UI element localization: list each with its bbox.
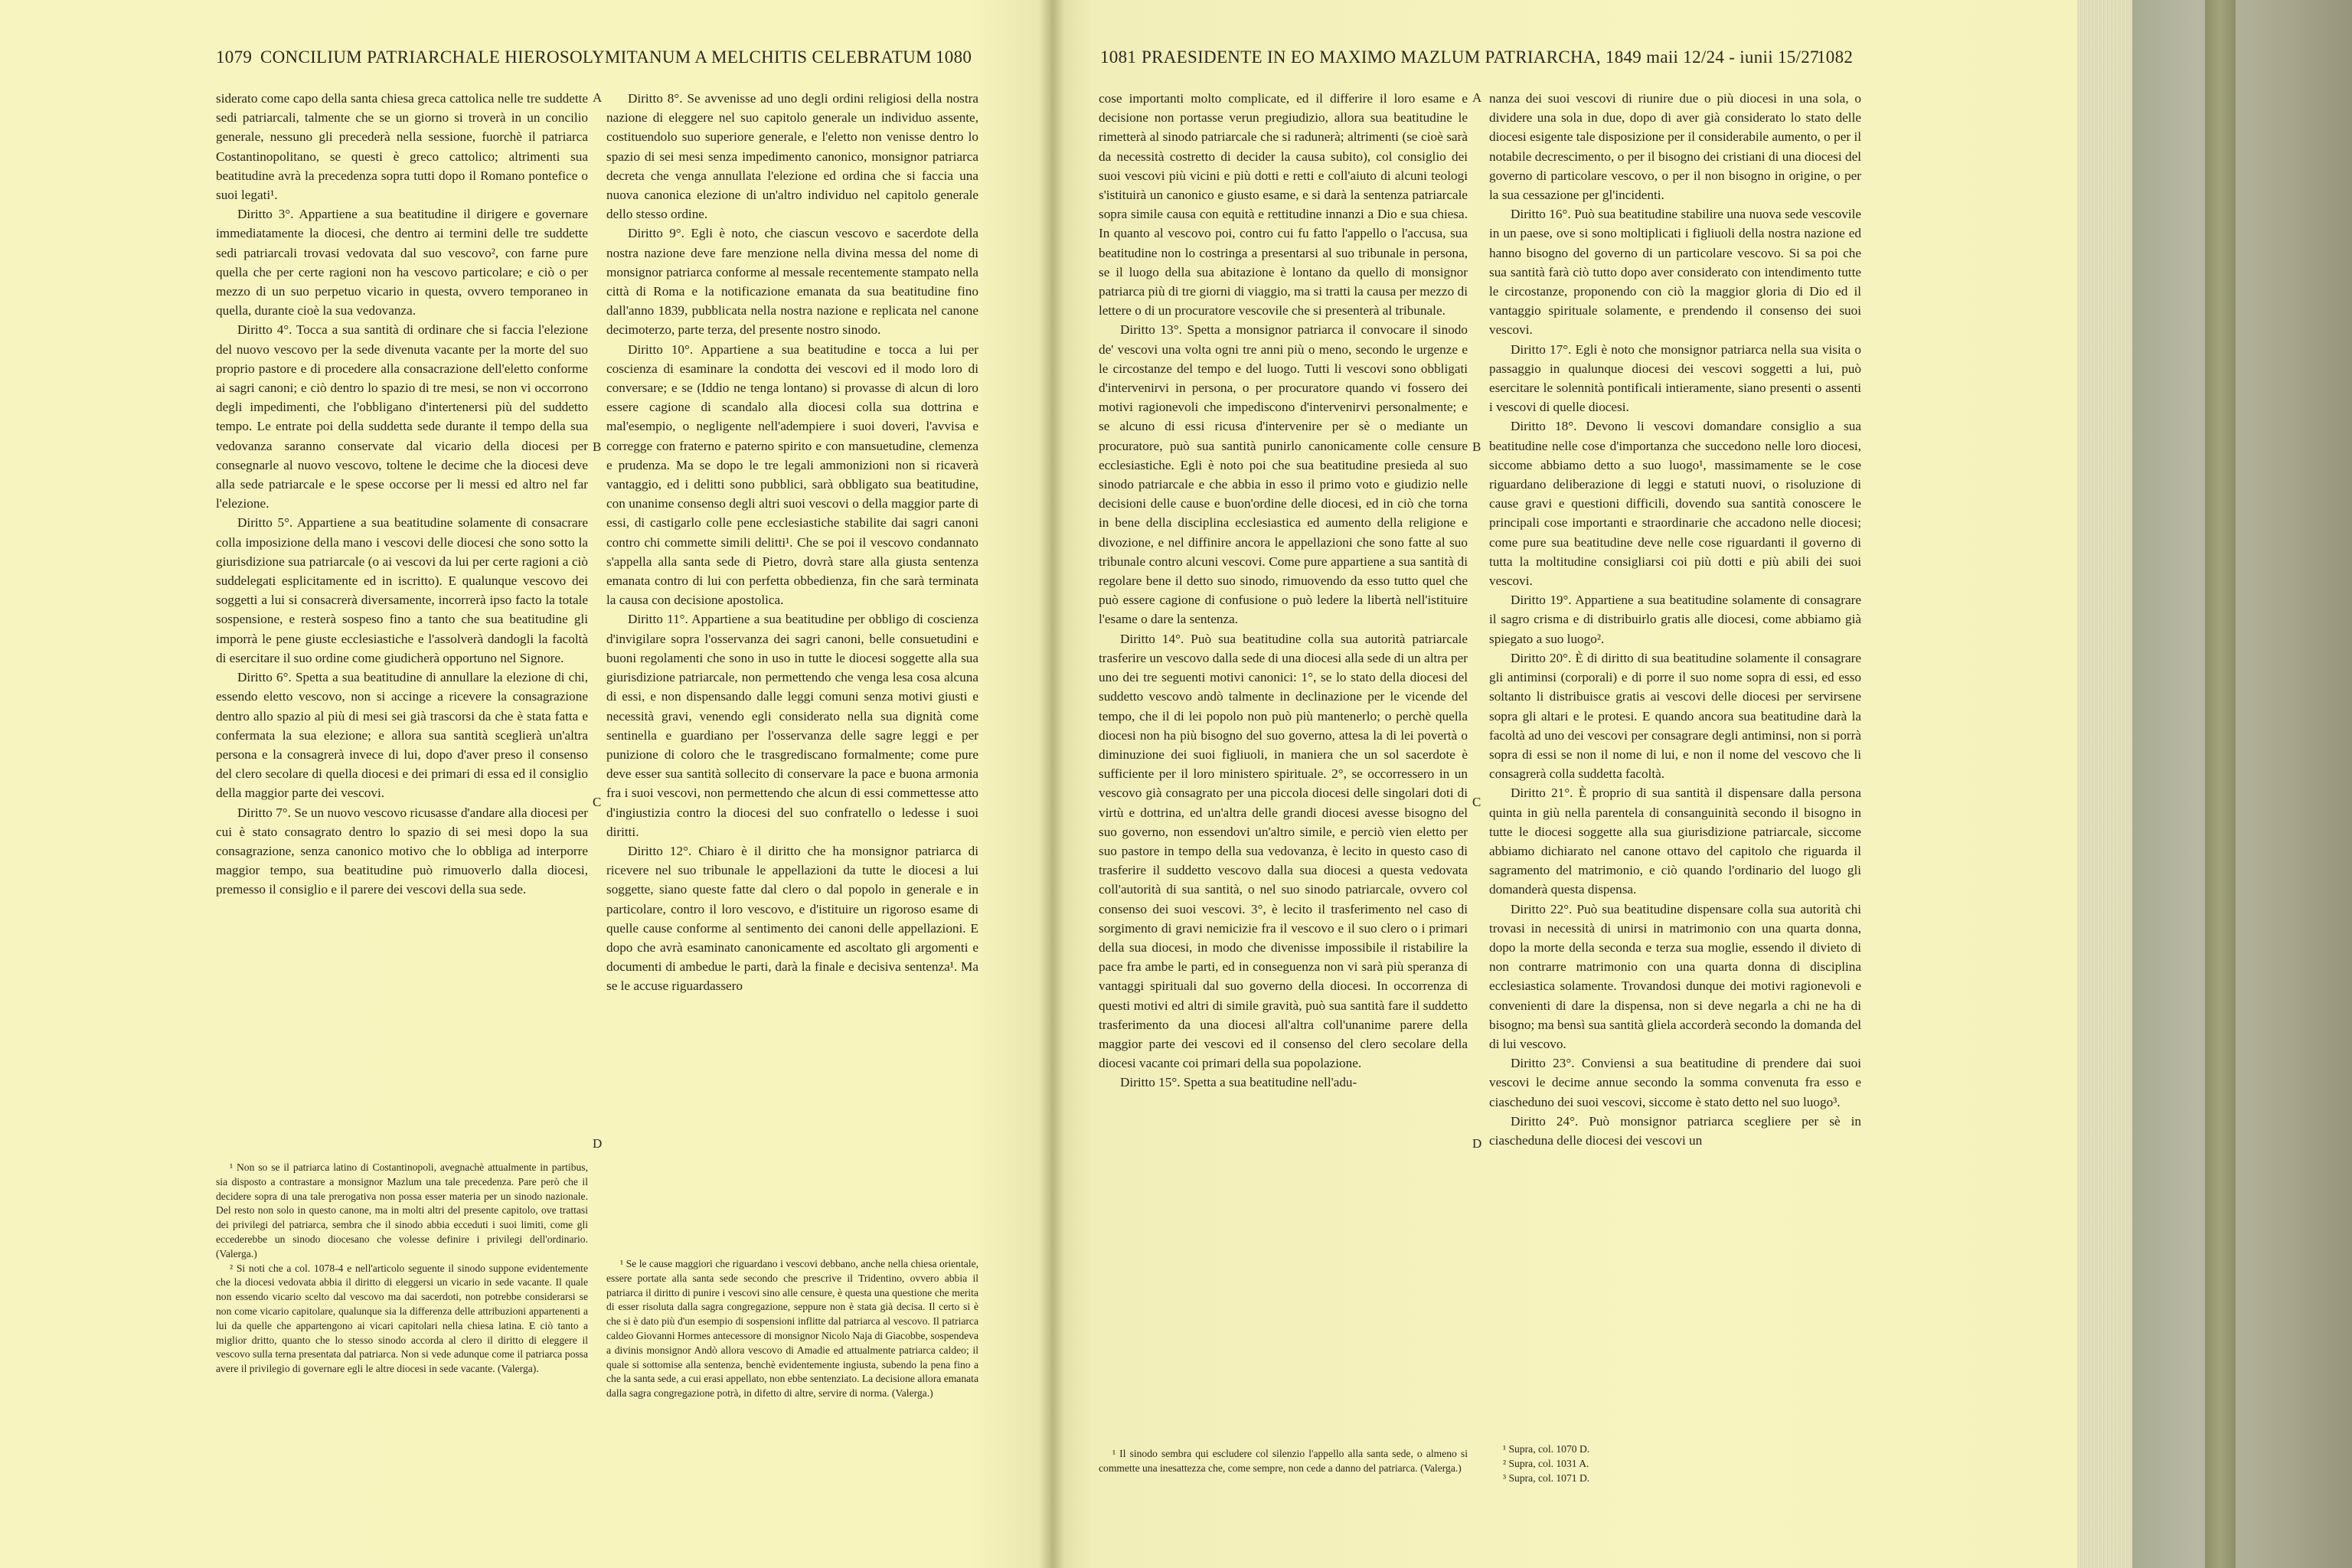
footnote: ² Supra, col. 1031 A. [1503, 1457, 1589, 1469]
paragraph: Diritto 3°. Appartiene a sua beatitudine il dirigere e governare immediatamente la diocesi, che dentro ai termini delle tre suddette sedi patriarcali trovasi vedovata dal suo vescovo², con farne pure quella che per certe ragioni non ha vescovo particolare; e ciò o per mezzo di un suo perpetuo vicario in questa, ovvero temporaneo in quella, durante cioè la sua vedovanza. [216, 207, 588, 318]
footnote: ¹ Se le cause maggiori che riguardano i vescovi debbano, anche nella chiesa orientale, essere portate alla santa sede secondo che prescrive il Tridentino, ovvero abbia il patriarca il diritto di punire i vescovi sino alle censure, è questa una questione che merita di esser risoluta dalla sagra congregazione, seppure non è stata già decisa. Il certo si è che si è dato più d'un esempio di sospensioni inflitte dal patriarca al vescovo. Il patriarca caldeo Giovanni Hormes antecessore di monsignor Nicolo Naja di Giacobbe, sospendeva a divinis monsignor Andò allora vescovo di Amadie ed attualmente patriarca caldeo; il quale si sottomise alla sentenza, benchè evidentemente ingiusta, subendo la pena fino a che la santa sede, a cui erasi appellato, non ebbe sentenziato. La decisione allora emanata dalla sagra congregazione potrà, in difetto di altre, servire di norma. (Valerga.) [606, 1258, 978, 1400]
margin-letter-a: A [593, 90, 603, 105]
book-cover [2132, 0, 2352, 1568]
right-column-1-footnotes [1099, 1447, 1468, 1476]
paragraph: Diritto 10°. Appartiene a sua beatitudine e tocca a lui per coscienza di esaminare la condotta dei vescovi ed il modo loro di conversare; e se (Iddio ne tenga lontano) si provasse di alcun di loro essere cagione di scandalo alla diocesi colla sua dottrina e mal'esempio, o negligente nell'adempiere i suoi doveri, l'avvisa e corregge con fraterno e paterno spirito e con mansuetudine, clemenza e prudenza. Ma se dopo le tre legali ammonizioni non si ricaverà vantaggio, ed i delitti sono pubblici, sarà obbligato sua beatitudine, con unanime consenso degli altri suoi vescovi o della maggior parte di essi, di castigarlo colle pene ecclesiastiche stabilite dai sagri canoni contro chi commette simili delitti¹. Che se poi il vescovo condannato s'appella alla santa sede di Pietro, dovrà stare alla giusta sentenza emanata contro di lui con perfetta obbedienza, fin che sarà terminata la causa con decisione apostolica. [606, 341, 978, 608]
paragraph: siderato come capo della santa chiesa greca cattolica nelle tre suddette sedi patriarcali, talmente che se un giorno si troverà in un concilio generale, nessuno gli precederà nella sessione, fuorchè il patriarca Costantinopolitano, se questi è greco cattolico; altrimenti sua beatitudine avrà la precedenza sopra tutti dopo il Romano pontefice o suoi legati¹. [216, 91, 588, 203]
left-column-2-footnotes [606, 1257, 978, 1401]
left-page-number-left: 1079 [216, 47, 253, 67]
book-gutter [1039, 0, 1065, 1568]
page-edges [2077, 0, 2132, 1568]
margin-letter-d: D [593, 1136, 603, 1151]
paragraph: Diritto 8°. Se avvenisse ad uno degli ordini religiosi della nostra nazione di eleggere nel suo capitolo generale un individuo assente, costituendolo suo superiore generale, e l'eletto non venisse dentro lo spazio di sei mesi senza impedimento canonico, monsignor patriarca decreta che venga annullata l'elezione ed ordina che si faccia una nuova canonica elezione di un'altro individuo nel capitolo generale dello stesso ordine. [606, 91, 978, 222]
paragraph: Diritto 16°. Può sua beatitudine stabilire una nuova sede vescovile in un paese, ove si sono moltiplicati i figliuoli della nostra nazione ed hanno bisogno del governo di un particolare vescovo. Si sa poi che sua santità farà ciò tutto dopo aver considerato con intendimento tutte le circostanze, proponendo con ciò la maggior gloria di Dio ed il vantaggio spirituale solamente, e prendendo il consenso dei suoi vescovi. [1489, 207, 1861, 338]
left-column-1 [216, 89, 588, 900]
footnote: ¹ Supra, col. 1070 D. [1503, 1443, 1590, 1455]
paragraph: Diritto 9°. Egli è noto, che ciascun vescovo e sacerdote della nostra nazione deve fare menzione nella divina messa del nome di monsignor patriarca conforme al messale recentemente stampato nella città di Roma e la notificazione emanata da sua beatitudine fino dall'anno 1839, pubblicata nella nostra nazione e replicata nel canone decimoterzo, parte terza, del presente nostro sinodo. [606, 226, 978, 338]
paragraph: Diritto 24°. Può monsignor patriarca scegliere per sè in ciascheduna delle diocesi dei vescovi un [1489, 1113, 1861, 1148]
footnote: ¹ Il sinodo sembra qui escludere col silenzio l'appello alla santa sede, o almeno si commette una inesattezza che, come sempre, non cede a danno del patriarca. (Valerga.) [1099, 1448, 1468, 1474]
left-column-1-footnotes [216, 1161, 588, 1377]
margin-letter-a: A [1472, 90, 1482, 105]
footnote: ¹ Non so se il patriarca latino di Costantinopoli, avegnachè attualmente in partibus, sia disposto a contrastare a monsignor Mazlum una tale precedenza. Pare però che il decidere sopra di una tale prerogativa non possa esser materia per un sinodo nazionale. Del resto non solo in questo canone, ma in molti altri del presente capitolo, ove trattasi dei privilegi del patriarca, sembra che il sinodo abbia ecceduti i suoi limiti, come gli eccederebbe un sinodo diocesano che volesse definire i privilegi dell'ordinario. (Valerga.) [216, 1161, 588, 1259]
paragraph: nanza dei suoi vescovi di riunire due o più diocesi in una sola, o dividere una sola in due, dopo di aver già considerato lo stato delle diocesi esigente tale disposizione per il considerabile aumento, o per il notabile decrescimento, o per il bisogno dei cristiani di una diocesi del governo di particolare vescovo, o per il non bisogno in origine, o per la sua cessazione per gl'incidenti. [1489, 91, 1861, 203]
cover-band [2205, 0, 2236, 1568]
paragraph: Diritto 22°. Può sua beatitudine dispensare colla sua autorità chi trovasi in necessità di unirsi in matrimonio con una quarta donna, dopo la morte della seconda e terza sua moglie, essendo il divieto di non contrarre matrimonio con una quarta donna di disciplina ecclesiastica solamente. Trovandosi dunque dei motivi ragionevoli e convenienti di dare la dispensa, non si deve negarla a chi ne ha di bisogno; ma bensì sua santità gliela accorderà secondo la domanda del di lui vescovo. [1489, 901, 1861, 1051]
paragraph: Diritto 14°. Può sua beatitudine colla sua autorità patriarcale trasferire un vescovo dalla sede di una diocesi alla sede di un altra per uno dei tre seguenti motivi canonici: 1°, se lo stato della diocesi del suddetto vescovo andò talmente in declinazione per le vicende del tempo, che il di lei popolo non può più mantenerlo; o perchè quella diocesi non ha più bisogno del suo governo, attesa la di lei povertà o diminuzione dei suoi figliuoli, in maniera che un sol sacerdote è sufficiente per il loro ministero spirituale. 2°, se occorressero in un vescovo già consagrato per una piccola diocesi delle singolari doti di virtù e dottrina, ed un'altra delle grandi diocesi avesse bisogno del suo governo, non essendovi un'altro simile, e perciò vien eletto per suo pastore in tempo della sua vedovanza, è lecito in questo caso di trasferire il suddetto vescovo dalla sua diocesi a questa vedovata coll'autorità di sua santità, o nel suo sinodo patriarcale, ovvero col consenso dei suoi vescovi. 3°, è lecito il trasferimento nel caso di sorgimento di gravi nemicizie fra il vescovo e il suo clero o i primari della sua diocesi, in modo che divenisse impossibile il ristabilire la pace fra ambe le parti, ed in conseguenza non vi sarà più speranza di vantaggi spirituali dal suo governo della diocesi. In occorrenza di questi motivi ed altri di simile gravità, può sua santità fare il suddetto trasferimento da una diocesi all'altra coll'unanime parere della maggior parte dei vescovi ed il consenso del clero secolare della diocesi vacante coi primari della sua popolazione. [1099, 631, 1468, 1071]
margin-letter-b: B [1472, 439, 1481, 454]
left-page [0, 0, 1051, 1568]
paragraph: Diritto 19°. Appartiene a sua beatitudine solamente di consagrare il sagro crisma e di distribuirlo gratis alle diocesi, come abbiamo già spiegato a suo luogo². [1489, 593, 1861, 646]
paragraph: Diritto 21°. È proprio di sua santità il dispensare dalla persona quinta in giù nella parentela di consanguinità secondo il bisogno in tutte le diocesi soggette alla sua giurisdizione patriarcale, siccome abbiamo dichiarato nel canone ottavo del capitolo che riguarda il sagramento del matrimonio, e ciò quando l'ordinario del luogo gli domanderà questa dispensa. [1489, 786, 1861, 897]
right-page-number-left: 1081 [1100, 47, 1137, 67]
margin-letter-b: B [593, 439, 602, 454]
paragraph: Diritto 15°. Spetta a sua beatitudine nell'adu- [1120, 1075, 1357, 1090]
paragraph: Diritto 20°. È di diritto di sua beatitudine solamente il consagrare gli antiminsi (corporali) e di porre il suo nome sopra di essi, ed esso soltanto li distribuisce gratis ai vescovi delle diocesi per servirsene sopra gli altari e le protesi. E quando ancora sua beatitudine darà la facoltà ad uno dei vescovi per consagrare degli antiminsi, non si porrà sopra di essi se non il nome di lui, e non il nome del vescovo che li consagrerà colla suddetta facoltà. [1489, 650, 1861, 782]
paragraph: Diritto 13°. Spetta a monsignor patriarca il convocare il sinodo de' vescovi una volta ogni tre anni più o meno, secondo le urgenze e le circostanze del tempo e del luogo. Tutti li vescovi sono obbligati d'intervenirvi in persona, o per procuratore quando vi fossero dei motivi ragionevoli che impediscono d'intervenirvi personalmente; e se alcuno di essi ricusa d'intervenire per sè o mediante un procuratore, può sua santità punirlo canonicamente colle censure ecclesiastiche. Egli è noto poi che sua beatitudine presieda al suo sinodo patriarcale e che abbia in esso il primo voto e giudizio nelle decisioni delle cause e buon'ordine delle diocesi, ed in ciò che torna in bene della disciplina ecclesiastica ed aumento della religione e divozione, e nel diffinire ancora le appellazioni che sono fatte al suo tribunale contro alcuni vescovi. Come pure appartiene a sua santità di regolare bene il detto suo sinodo, rimuovendo da esso tutto quel che può essere cagione di confusione o può ledere la libertà nell'istituire l'esame o dare la sentenza. [1099, 322, 1468, 627]
right-running-title: PRAESIDENTE IN EO MAXIMO MAZLUM PATRIARCHA, 1849 maii 12/24 - iunii 15/27 [1142, 47, 1819, 67]
paragraph: Diritto 11°. Appartiene a sua beatitudine per obbligo di coscienza d'invigilare sopra l'osservanza dei sagri canoni, belle consuetudini e buoni regolamenti che sono in uso in tutte le diocesi soggette alla sua giurisdizione patriarcale, non permettendo che venga lesa cosa alcuna di essi, e non dispensando dalle leggi comuni senza motivi giusti e necessità gravi, venendo egli considerato nella sua dignità come sentinella e guardiano per l'osservanza delle sagre leggi e per punizione di coloro che le trasgrediscano formalmente; come pure deve esser sua santità sollecito di conservare la pace e buona armonia fra i suoi vescovi, non permettendo che alcun di essi commettesse atto d'ingiustizia contro la diocesi del suo confratello o ledesse i suoi diritti. [606, 612, 978, 839]
right-page [1051, 0, 2077, 1568]
paragraph: Diritto 12°. Chiaro è il diritto che ha monsignor patriarca di ricevere nel suo tribunale le appellazioni da tutte le diocesi a lui soggette, siano queste fatte dal clero o dal popolo in generale e in particolare, contro il loro vescovo, e d'istituire un rigoroso esame di quelle cause conforme al sentimento dei canoni delle appellazioni. E dopo che avrà esaminato canonicamente ed ascoltato gli argomenti e documenti di ambedue le parti, darà la finale e decisiva sentenza¹. Ma se le accuse riguardassero [606, 843, 978, 994]
paragraph: Diritto 17°. Egli è noto che monsignor patriarca nella sua visita o passaggio in qualunque diocesi dei vescovi soggetti a lui, può esercitare le solennità pontificali intieramente, siano presenti o assenti i vescovi di quelle diocesi. [1489, 341, 1861, 415]
paragraph: cose importanti molto complicate, ed il differire il loro esame e decisione non portasse verun pregiudizio, allora sua beatitudine le rimetterà al sinodo patriarcale che si radunerà; altrimenti (se cioè sarà da necessità costretto di decider la causa subito), col consiglio dei suoi vescovi più vicini e più dotti e retti e coll'aiuto di alcuni teologi s'istituirà un canonico e giusto esame, e si darà la sentenza patriarcale sopra simile causa con equità e rettitudine innanzi a Dio e sua chiesa. In quanto al vescovo poi, contro cui fu fatto l'appello o l'accusa, sua beatitudine non lo costringa a presentarsi al suo tribunale in persona, se il luogo della sua abitazione è lontano da quello di monsignor patriarca più di tre giorni di viaggio, ma si tratti la causa per mezzo di lettere o di un procuratore vescovile che si presenterà al tribunale. [1099, 91, 1468, 318]
margin-letter-c: C [1472, 795, 1481, 809]
left-running-title: CONCILIUM PATRIARCHALE HIEROSOLYMITANUM A MELCHITIS CELEBRATUM [260, 47, 932, 67]
right-column-2 [1489, 89, 1861, 1150]
footnote: ² Si noti che a col. 1078-4 e nell'articolo seguente il sinodo suppone evidentemente che la diocesi vedovata abbia il diritto di eleggersi un vicario in sede vacante. Il quale non essendo vicario scelto dal vescovo ma dai sacerdoti, non potrebbe considerarsi se non come vicario capitolare, qualunque sia la differenza delle attribuzioni appartenenti a lui da quelle che appartengono ai vicari capitolari nella chiesa latina. E ciò tanto a miglior dritto, quanto che lo stesso sinodo accorda al clero il diritto di eleggere il vescovo sulla terna presentata dal patriarca. Non si vede adunque come il patriarca possa avere il privilegio di governare egli le altre diocesi in sede vacante. (Valerga). [216, 1262, 588, 1375]
paragraph: Diritto 23°. Conviensi a sua beatitudine di prendere dai suoi vescovi le decime annue secondo la somma convenuta fra esso e ciascheduno dei suoi vescovi, siccome è stato detto nel suo luogo³. [1489, 1056, 1861, 1109]
paragraph: Diritto 5°. Appartiene a sua beatitudine solamente di consacrare colla imposizione della mano i vescovi delle diocesi che sono sotto la giurisdizione sua patriarcale (o ai vescovi da lui per certe ragioni a ciò suddelegati esplicitamente ed in iscritto). E qualunque vescovo dei soggetti a lui si consacrerà diversamente, incorrerà ipso facto la totale sospensione, e resterà sospeso fino a tanto che sua beatitudine gli imporrà le pene giuste ecclesiastiche e l'assolverà dandogli la facoltà di esercitare il suo ordine come giudicherà opportuno nel Signore. [216, 515, 588, 665]
right-column-1 [1099, 89, 1468, 1093]
paragraph: Diritto 7°. Se un nuovo vescovo ricusasse d'andare alla diocesi per cui è stato consagrato dentro lo spazio di sei mesi dopo la sua consagrazione, senza canonico motivo che lo obbliga ad interporre maggior tempo, sua beatitudine può rimuoverlo dalla diocesi, premesso il consiglio e il parere dei vescovi della sua sede. [216, 805, 588, 897]
left-page-number-right: 1080 [936, 47, 972, 67]
paragraph: Diritto 6°. Spetta a sua beatitudine di annullare la elezione di chi, essendo eletto vescovo, non si accinge a ricevere la consagrazione dentro allo spazio al più di mesi sei già trascorsi da che è stata fatta e confermata la sua elezione; e allora sua santità sceglierà un'altra persona e la consagrerà invece di lui, dopo d'aver preso il consenso del clero secolare di quella diocesi e dei primari di essa ed il consiglio della maggior parte dei vescovi. [216, 670, 588, 801]
margin-letter-d: D [1472, 1136, 1482, 1151]
left-column-2 [606, 89, 978, 996]
paragraph: Diritto 18°. Devono li vescovi domandare consiglio a sua beatitudine nelle cose d'importanza che succedono nelle loro diocesi, siccome abbiamo detto a suo luogo¹, massimamente se le cose riguardano deliberazione di leggi e statuti nuovi, o risoluzione di cause gravi e questioni difficili, dovendo sua santità conoscere le principali cose importanti e straordinarie che accadono nelle diocesi; come pure sua beatitudine deve nelle cose riguardanti il governo di tutta la moltitudine consigliarsi coi più dotti e più abili dei suoi vescovi. [1489, 419, 1861, 589]
paragraph: Diritto 4°. Tocca a sua santità di ordinare che si faccia l'elezione del nuovo vescovo per la sede divenuta vacante per la morte del suo proprio pastore e di procedere alla consacrazione dell'eletto conforme ai sagri canoni; e ciò dentro lo spazio di tre mesi, se non vi occorrono degli impedimenti, che l'obbligano d'intertenersi più del suddetto tempo. Le entrate poi della suddetta sede durante il tempo della sua vedovanza saranno conservate dal vicario della diocesi per consegnarle al nuovo vescovo, toltene le decime che la diocesi deve alla sede patriarcale e le spese occorse per li messi ed altro nel far l'elezione. [216, 322, 588, 511]
right-page-number-right: 1082 [1817, 47, 1854, 67]
footnote: ³ Supra, col. 1071 D. [1503, 1472, 1590, 1484]
right-column-2-footnotes [1489, 1442, 1861, 1485]
margin-letter-c: C [593, 795, 602, 809]
